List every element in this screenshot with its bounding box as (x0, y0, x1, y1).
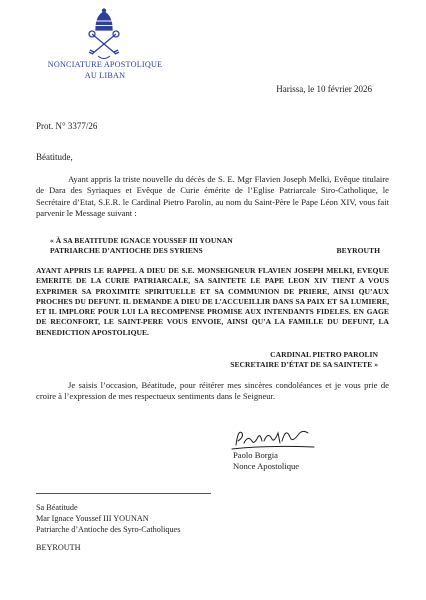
nuncio-signature-block (233, 450, 299, 472)
telegram-recipient-title: PATRIARCHE D’ANTIOCHE DES SYRIENS (50, 246, 203, 255)
telegram-message: AYANT APPRIS LE RAPPEL A DIEU DE S.E. MONSEIGNEUR FLAVIEN JOSEPH MELKI, EVEQUE EMERITE DE LA CURIE PATRIARCALE, SA SAINTETE LE PAPE LEON XIV TIENT A VOUS EXPRIMER SA PROXIMITE SPIRITUELLE ET SA COMMUNION DE PRIERE, AINSI QU’AUX PROCHES DU DEFUNT. IL DEMANDE A DIEU DE L’ACCUEILLIR DANS SA PAIX ET SA LUMIERE, ET IL IMPLORE POUR LUI LA RECOMPENSE PROMISE AUX INTENDANTS FIDELES. EN GAGE DE RECONFORT, LE SAINT-PERE VOUS ENVOIE, AINSI QU’A LA FAMILLE DU DEFUNT, LA BENEDICTION APOSTOLIQUE. (36, 266, 389, 337)
place-date: Harissa, le 10 février 2026 (276, 84, 372, 94)
intro-paragraph: Ayant appris la triste nouvelle du décès de S. E. Mgr Flavien Joseph Melki, Evêque titulaire de Dara des Syriaques et Evêque de Curie émérite de l’Eglise Patriarcale Siro-Catholique, le Secrétaire d’Etat, S.E.R. le Cardinal Pietro Parolin, au nom du Saint-Père le Pape Léon XIV, vous fait parvenir le Message suivant : (36, 174, 389, 219)
nunciature-header (30, 60, 180, 81)
handwritten-signature (228, 423, 318, 453)
telegram-signer-name: CARDINAL PIETRO PAROLIN (270, 350, 378, 359)
addressee-honorific: Sa Béatitude (36, 503, 78, 512)
addressee-name: Mar Ignace Youssef III YOUNAN (36, 514, 149, 524)
telegram-recipient-name: « À SA BEATITUDE IGNACE YOUSSEF III YOUNAN (50, 236, 233, 245)
nuncio-name: Paolo Borgia (233, 450, 278, 460)
protocol-number: Prot. N° 3377/26 (36, 121, 98, 131)
telegram-city: BEYROUTH (336, 246, 380, 255)
closing-paragraph: Je saisis l’occasion, Béatitude, pour réitérer mes sincères condoléances et je vous prie de croire à l’expression de mes respectueux sentiments dans le Seigneur. (36, 380, 389, 402)
addressee-title: Patriarche d’Antioche des Syro-Catholiques (36, 525, 181, 535)
nuncio-title: Nonce Apostolique (233, 461, 300, 471)
divider-line (36, 493, 211, 494)
telegram-recipient (50, 236, 380, 256)
telegram-signature (230, 350, 378, 370)
org-name: NONCIATURE APOSTOLIQUE (47, 60, 163, 69)
addressee-block (36, 502, 180, 553)
salutation: Béatitude, (36, 152, 73, 162)
org-location: AU LIBAN (84, 70, 126, 80)
addressee-city: BEYROUTH (36, 542, 81, 552)
papal-emblem-icon (82, 8, 126, 62)
telegram-signer-title: SECRETAIRE D’ÉTAT DE SA SAINTETE » (230, 360, 378, 369)
